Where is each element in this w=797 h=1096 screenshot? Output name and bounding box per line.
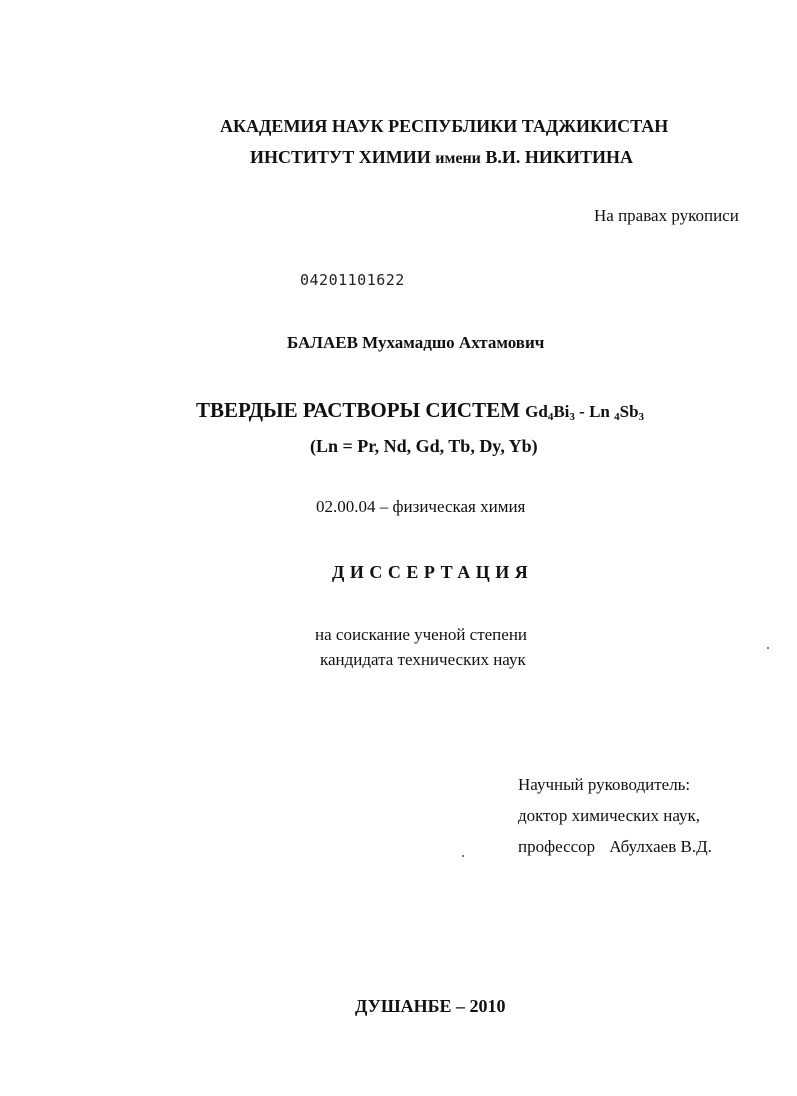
supervisor-label: Научный руководитель: [518, 775, 691, 794]
formula-sep: - Ln [574, 402, 615, 421]
academy-heading: АКАДЕМИЯ НАУК РЕСПУБЛИКИ ТАДЖИКИСТАН [220, 116, 669, 136]
supervisor-position: профессор [518, 837, 596, 856]
supervisor-name-line [518, 837, 712, 857]
rights-notice: На правах рукописи [594, 206, 739, 225]
formula-sb-sub: 3 [638, 411, 645, 423]
title-text: ТВЕРДЫЕ РАСТВОРЫ СИСТЕМ [196, 398, 526, 422]
scan-speck [462, 855, 464, 857]
city-year: ДУШАНБЕ – 2010 [355, 996, 506, 1016]
degree-line-2: кандидата технических наук [320, 650, 526, 669]
registration-code: 04201101622 [300, 271, 405, 289]
scan-speck [767, 647, 769, 649]
institute-name-part2: имени [435, 150, 481, 167]
title-formula [525, 402, 644, 421]
document-type: ДИССЕРТАЦИЯ [332, 562, 534, 582]
specialty: 02.00.04 – физическая химия [316, 497, 526, 516]
formula-bi: Bi [553, 402, 570, 421]
formula-gd-sub: 4 [547, 411, 554, 423]
supervisor-name: Абулхаев В.Д. [609, 837, 712, 856]
formula-sb: Sb [619, 402, 639, 421]
formula-bi-sub: 3 [569, 411, 575, 423]
title-line-2: (Ln = Pr, Nd, Gd, Tb, Dy, Yb) [310, 436, 538, 456]
institute-name-part3: В.И. НИКИТИНА [480, 147, 633, 167]
supervisor-degree: доктор химических наук, [518, 806, 701, 825]
degree-line-1: на соискание ученой степени [315, 625, 528, 644]
formula-gd: Gd [525, 402, 548, 421]
institute-name-part1: ИНСТИТУТ ХИМИИ [250, 147, 436, 167]
author-name: БАЛАЕВ Мухамадшо Ахтамович [287, 333, 545, 352]
formula-ln-sub: 4 [614, 411, 620, 423]
title-line-1 [196, 398, 644, 423]
institute-heading [250, 147, 665, 168]
